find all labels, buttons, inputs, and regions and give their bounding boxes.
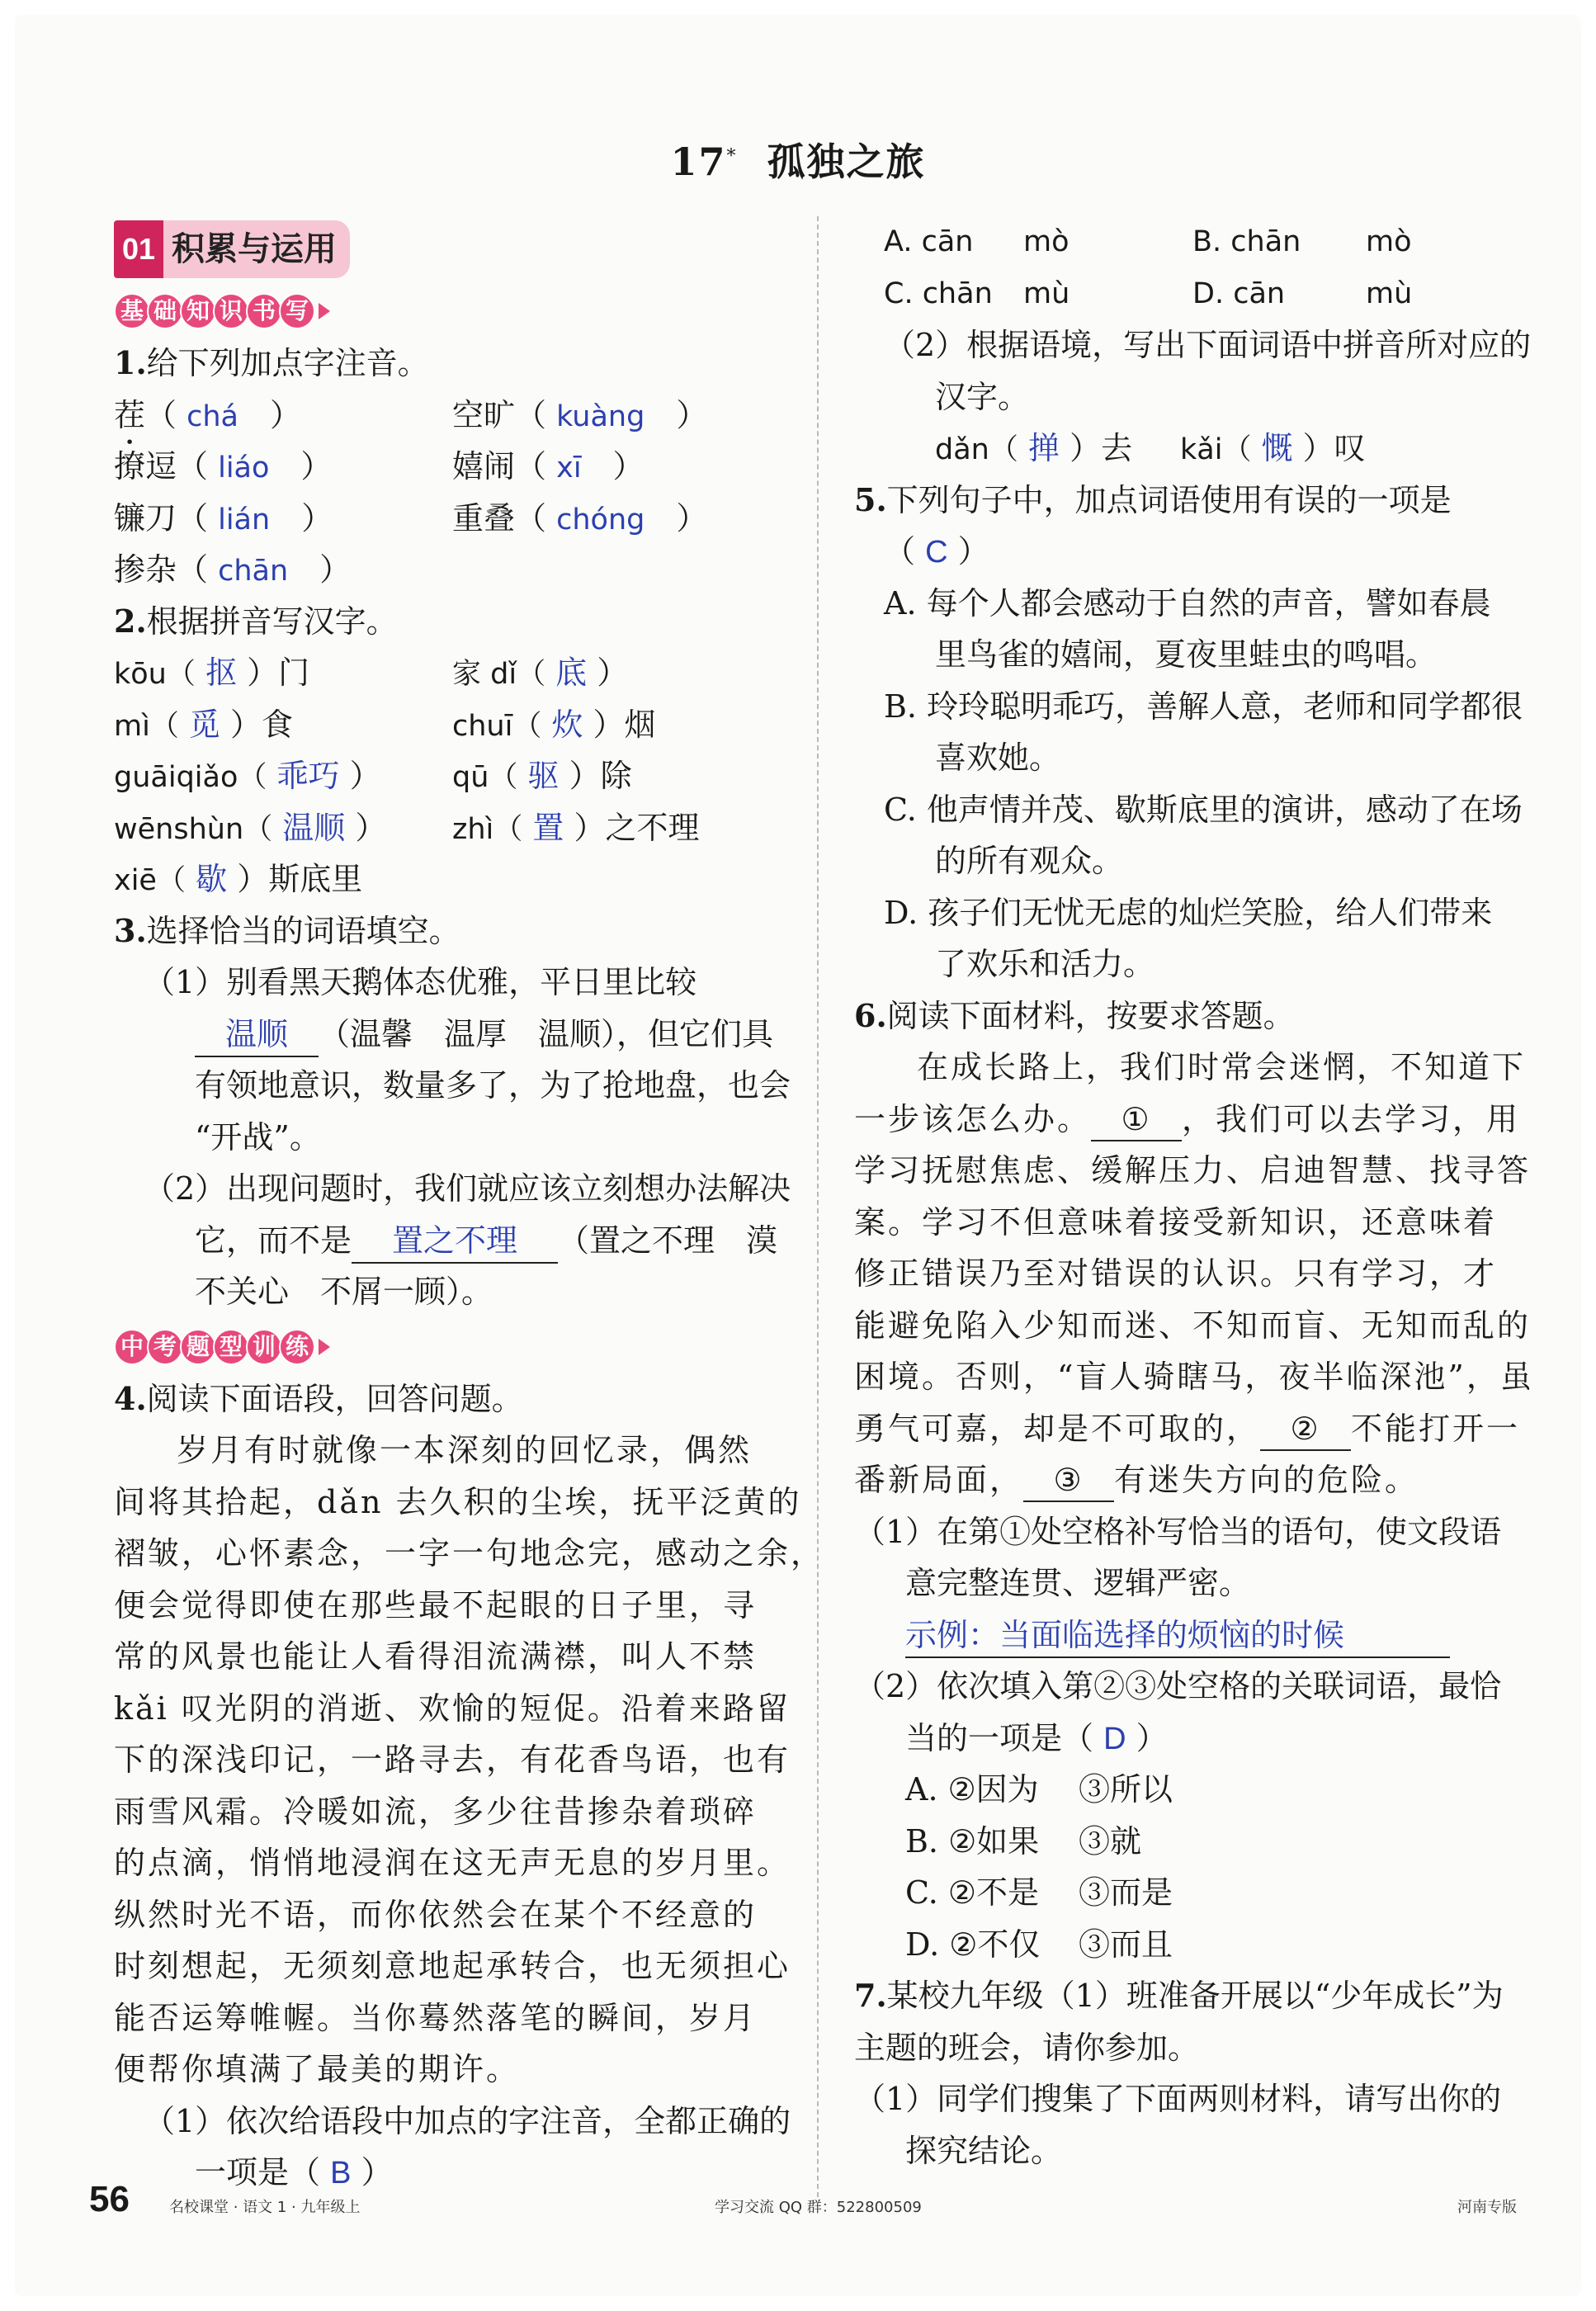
q6-sub1-line: （1）在第①处空格补写恰当的语句，使文段语 (854, 1513, 1502, 1550)
q7-stem: 7.某校九年级（1）班准备开展以“少年成长”为 (854, 1977, 1504, 2014)
q5-option: A. 每个人都会感动于自然的声音，譬如春晨 (884, 584, 1491, 621)
q5-option: C. 他声情并茂、歇斯底里的演讲，感动了在场 (884, 791, 1523, 828)
q7-sub1-line: 探究结论。 (905, 2132, 1063, 2169)
q3-sub1-line: （1）别看黑天鹅体态优雅，平日里比较 (144, 964, 697, 1000)
q3-sub2-line: 它，而不是 置之不理 （置之不理 漠 (114, 1215, 791, 1267)
q4-sub1-line: （1）依次给语段中加点的字注音，全都正确的 (144, 2102, 791, 2139)
passage-line: 岁月有时就像一本深刻的回忆录，偶然 (177, 1432, 753, 1468)
footer-book-title: 名校课堂 · 语文 1 · 九年级上 (169, 2199, 361, 2216)
q1-row: 掺杂（ chān ） (114, 551, 352, 588)
footer-qq-group: 学习交流 QQ 群：522800509 (715, 2199, 922, 2216)
section-header (114, 216, 791, 282)
answer-text: chá (187, 399, 238, 433)
answer-text: chān (218, 555, 289, 588)
passage-line: 褶皱，心怀素念，一字一句地念完，感动之余， (114, 1535, 825, 1571)
q5-option: 里鸟雀的嬉闹，夏夜里蛙虫的鸣唱。 (935, 636, 1438, 673)
q6-sub1-line: 意完整连贯、逻辑严密。 (905, 1565, 1251, 1601)
answer-blank: 置之不理 (352, 1221, 558, 1264)
passage-line: 的点滴，悄悄地浸润在这无声无息的岁月里。 (114, 1845, 791, 1881)
answer-blank: 温顺 (195, 1014, 319, 1057)
left-column (114, 216, 825, 2199)
q6-option: B. ②如果 ③就 (905, 1822, 1142, 1860)
passage-line: 纵然时光不语，而你依然会在某个不经意的 (114, 1896, 758, 1933)
q3-sub2-line: （2）出现问题时，我们就应该立刻想办法解决 (144, 1170, 791, 1207)
q5-option: 喜欢她。 (935, 740, 1061, 776)
answer-text: lián (218, 503, 271, 536)
q6-sub1-answer: 示例：当面临选择的烦恼的时候 (854, 1609, 1535, 1661)
q6-option: C. ②不是 ③而是 (905, 1874, 1173, 1911)
q1-stem: 1.给下列加点字注音。 (114, 344, 429, 381)
answer-text: xī (556, 451, 582, 484)
q5-option: 的所有观众。 (935, 843, 1124, 879)
q5-stem: 5.下列句子中，加点词语使用有误的一项是 (854, 480, 1452, 518)
answer-text: kuàng (556, 399, 645, 433)
passage-line: 案。学习不但意味着接受新知识，还意味着 (854, 1203, 1498, 1241)
q6-sub2-line: （2）依次填入第②③处空格的关联词语，最恰 (854, 1668, 1502, 1704)
q2-row: wēnshùn（ 温顺 ） zhì（ 置 ）之不理 (114, 809, 700, 846)
answer-text: B (330, 2156, 352, 2190)
q4-sub2-line: 汉字。 (935, 378, 1030, 415)
q1-row: 镰刀（ lián ） 重叠（ chóng ） (114, 499, 708, 536)
q3-sub2-line: 不关心 不屑一顾）。 (195, 1274, 493, 1310)
passage-line: 时刻想起，无须刻意地起承转合，也无须担心 (114, 1948, 791, 1984)
q6-sub2-line: 当的一项是（ D ） (905, 1719, 1168, 1756)
passage-line: 番新局面， ③ 有迷失方向的危险。 (854, 1454, 1535, 1506)
q1-row: 撩逗（ liáo ） 嬉闹（ xī ） (114, 448, 645, 484)
q2-row: kōu（ 抠 ）门 家 dǐ（ 底 ） (114, 655, 629, 691)
passage-line: 雨雪风霜。冷暖如流，多少往昔掺杂着琐碎 (114, 1793, 758, 1830)
passage-line: 常的风景也能让人看得泪流满襟，叫人不禁 (114, 1638, 758, 1675)
tag-exam-practice: 中 考 题 型 训 练 (114, 1327, 330, 1367)
q2-row: mì（ 觅 ）食 chuī（ 炊 ）烟 (114, 706, 656, 743)
passage-line: 勇气可嘉，却是不可取的， ② 不能打开一 (854, 1403, 1535, 1455)
q2-row: xiē（ 歇 ）斯底里 (114, 861, 363, 897)
passage-line: 能否运筹帷幄。当你蓦然落笔的瞬间，岁月 (114, 1999, 758, 2036)
passage-line: 学习抚慰焦虑、缓解压力、启迪智慧、找寻答 (854, 1152, 1532, 1189)
option-row: A. cān mò B. chān mò (884, 225, 1412, 258)
q1-row: 茬（ chá ） 空旷（ kuàng ） (114, 396, 708, 433)
q6-stem: 6.阅读下面材料，按要求答题。 (854, 996, 1295, 1034)
q3-sub1-line: 温顺 （温馨 温厚 温顺），但它们具 (114, 1009, 791, 1061)
q3-sub1-line: 有领地意识，数量多了，为了抢地盘，也会 (195, 1067, 791, 1104)
q5-option: 了欢乐和活力。 (935, 946, 1155, 982)
passage-line: 在成长路上，我们时常会迷惘，不知道下 (917, 1049, 1527, 1085)
right-column (854, 216, 1535, 2176)
q4-stem: 4.阅读下面语段，回答问题。 (114, 1379, 523, 1417)
answer-text: chóng (556, 503, 645, 536)
q4-sub2-line: （2）根据语境，写出下面词语中拼音所对应的 (884, 327, 1532, 363)
q4-sub1-line: 一项是（ B ） (195, 2154, 393, 2190)
q2-stem: 2.根据拼音写汉字。 (114, 602, 398, 640)
page-title: 17* 孤独之旅 (670, 139, 926, 184)
passage-line: 便帮你填满了最美的期许。 (114, 2051, 521, 2087)
passage-line: 能避免陷入少知而迷、不知而盲、无知而乱的 (854, 1307, 1532, 1344)
tag-basic-knowledge: 基 础 知 识 书 写 (114, 291, 330, 331)
option-row: C. chān mù D. cān mù (884, 276, 1413, 310)
q5-option: D. 孩子们无忧无虑的灿烂笑脸，给人们带来 (884, 894, 1493, 931)
footer-edition: 河南专版 (1457, 2199, 1517, 2216)
section-number: 01 (114, 220, 163, 279)
passage-line: kǎi 叹光阴的消逝、欢愉的短促。沿着来路留 (114, 1690, 791, 1727)
q6-option: A. ②因为 ③所以 (905, 1771, 1173, 1808)
page-number: 56 (89, 2179, 130, 2219)
q5-answer: （ C ） (884, 533, 989, 569)
q2-row: guāiqiǎo（ 乖巧 ） qū（ 驱 ）除 (114, 758, 632, 794)
q3-stem: 3.选择恰当的词语填空。 (114, 911, 460, 949)
passage-line: 修正错误乃至对错误的认识。只有学习，才 (854, 1255, 1498, 1292)
passage-line: 间将其拾起，dǎn 去久积的尘埃，抚平泛黄的 (114, 1483, 802, 1520)
column-divider (817, 216, 819, 2197)
section-title: 积累与运用 (163, 220, 350, 279)
q5-option: B. 玲玲聪明乖巧，善解人意，老师和同学都很 (884, 688, 1523, 725)
passage-line: 困境。否则，“盲人骑瞎马，夜半临深池”，虽 (854, 1359, 1534, 1395)
passage-line: 下的深浅印记，一路寻去，有花香鸟语，也有 (114, 1742, 791, 1778)
q7-sub1-line: （1）同学们搜集了下面两则材料，请写出你的 (854, 2081, 1502, 2117)
q3-sub1-line: “开战”。 (195, 1118, 321, 1156)
q7-line: 主题的班会，请你参加。 (854, 2029, 1200, 2066)
q6-option: D. ②不仅 ③而且 (905, 1926, 1173, 1963)
q4-sub2-answers: dǎn（ 掸 ）去 kǎi（ 慨 ）叹 (935, 430, 1366, 466)
passage-line: 一步该怎么办。 ① ，我们可以去学习，用 (854, 1094, 1535, 1146)
answer-text: liáo (218, 451, 270, 484)
passage-line: 便会觉得即使在那些最不起眼的日子里，寻 (114, 1586, 758, 1623)
